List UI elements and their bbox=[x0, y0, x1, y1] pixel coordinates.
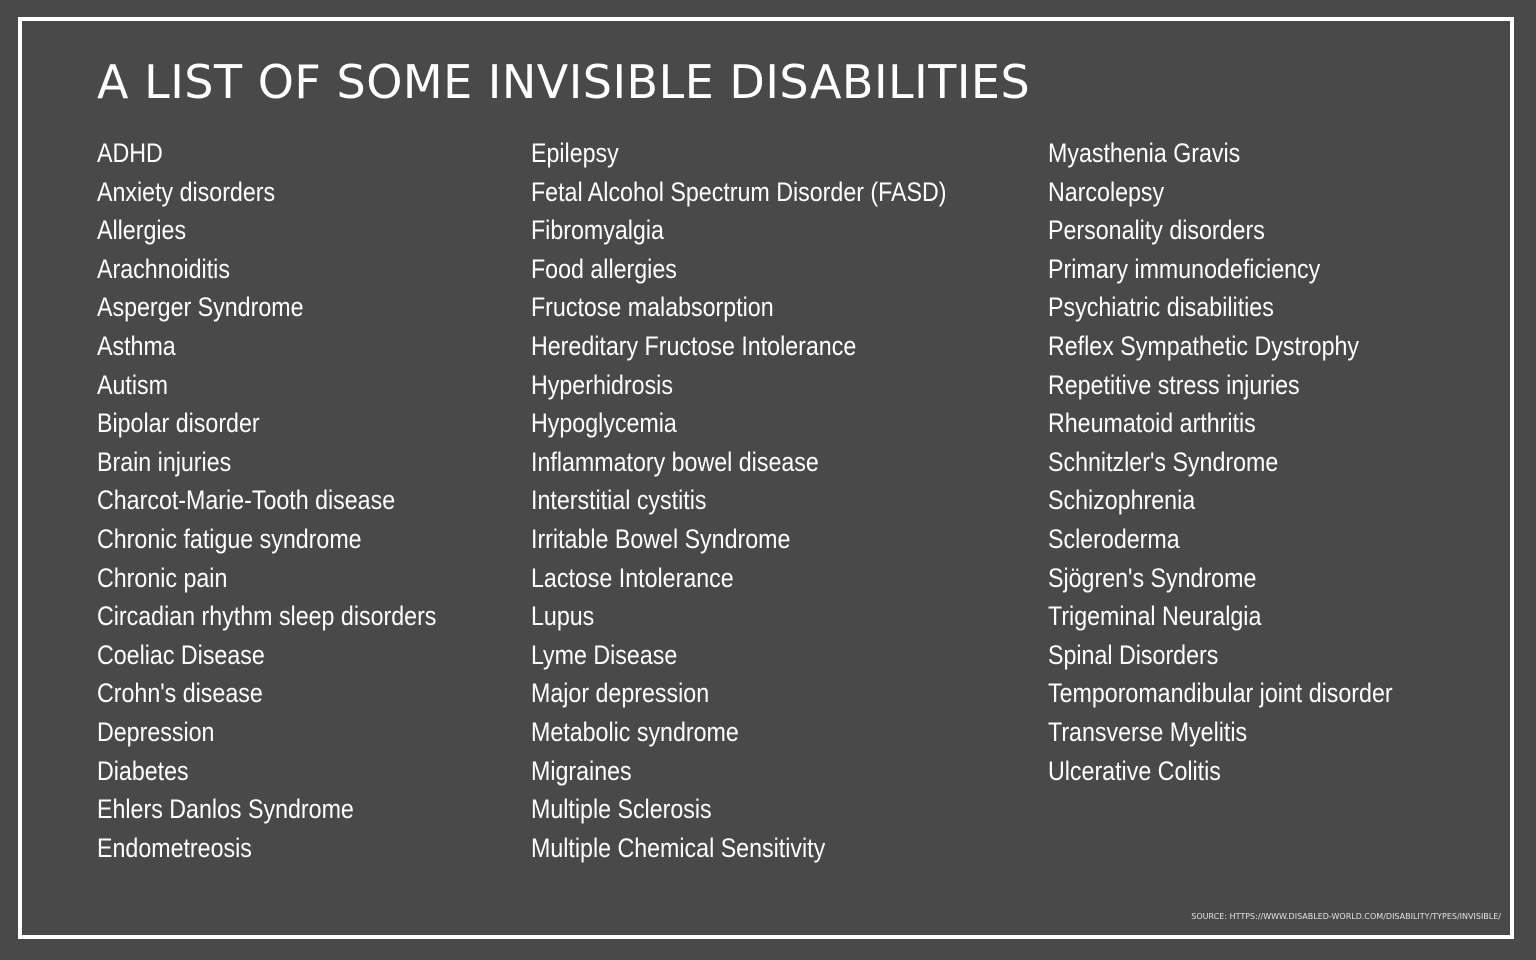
disability-list-item: Hypoglycemia bbox=[531, 408, 677, 439]
disability-list-item: Depression bbox=[97, 716, 215, 747]
disability-list-item: Hereditary Fructose Intolerance bbox=[531, 330, 857, 361]
disability-list-item: Hyperhidrosis bbox=[531, 369, 673, 400]
disability-list-item: Brain injuries bbox=[97, 446, 232, 477]
disability-list-item: Fetal Alcohol Spectrum Disorder (FASD) bbox=[531, 176, 947, 207]
disability-list-item: ADHD bbox=[97, 138, 163, 168]
disability-list-item: Multiple Sclerosis bbox=[531, 794, 712, 825]
disability-list-item: Chronic fatigue syndrome bbox=[97, 523, 362, 554]
disability-list-item: Lactose Intolerance bbox=[531, 562, 734, 593]
disability-list-item: Primary immunodeficiency bbox=[1048, 253, 1321, 284]
disability-list-item: Temporomandibular joint disorder bbox=[1048, 678, 1393, 709]
disability-list-item: Ehlers Danlos Syndrome bbox=[97, 794, 354, 825]
disability-list-item: Asperger Syndrome bbox=[97, 292, 304, 323]
disability-list-item: Repetitive stress injuries bbox=[1048, 369, 1300, 400]
disability-list-item: Fructose malabsorption bbox=[531, 292, 774, 323]
disability-list-item: Crohn's disease bbox=[97, 678, 263, 709]
disability-list-item: Migraines bbox=[531, 755, 632, 786]
disability-list-item: Food allergies bbox=[531, 253, 677, 284]
disability-list-item: Circadian rhythm sleep disorders bbox=[97, 601, 437, 632]
page-title: A LIST OF SOME INVISIBLE DISABILITIES bbox=[97, 55, 1031, 109]
disability-list-item: Trigeminal Neuralgia bbox=[1048, 601, 1262, 632]
disability-list-item: Schnitzler's Syndrome bbox=[1048, 446, 1279, 477]
disability-list-column-1 bbox=[97, 134, 492, 867]
disability-list-item: Charcot-Marie-Tooth disease bbox=[97, 485, 396, 516]
disability-list-item: Multiple Chemical Sensitivity bbox=[531, 832, 826, 863]
disability-list-item: Autism bbox=[97, 369, 168, 400]
disability-list-item: Chronic pain bbox=[97, 562, 228, 593]
disability-list-item: Spinal Disorders bbox=[1048, 639, 1219, 670]
disability-list-item: Ulcerative Colitis bbox=[1048, 755, 1221, 786]
source-citation: SOURCE: HTTPS://WWW.DISABLED-WORLD.COM/DISABILITY/TYPES/INVISIBLE/ bbox=[1191, 912, 1501, 921]
disability-list-item: Fibromyalgia bbox=[531, 215, 664, 246]
disability-list-item: Reflex Sympathetic Dystrophy bbox=[1048, 330, 1360, 361]
disability-list-item: Interstitial cystitis bbox=[531, 485, 707, 516]
disability-list-item: Schizophrenia bbox=[1048, 485, 1196, 516]
disability-list-item: Diabetes bbox=[97, 755, 189, 786]
disability-list-item: Endometreosis bbox=[97, 832, 252, 863]
disability-list-item: Allergies bbox=[97, 215, 187, 246]
disability-list-item: Narcolepsy bbox=[1048, 176, 1165, 207]
disability-list-item: Myasthenia Gravis bbox=[1048, 138, 1241, 168]
disability-list-column-2 bbox=[531, 134, 1014, 867]
disability-list-item: Scleroderma bbox=[1048, 523, 1180, 554]
disability-list-item: Arachnoiditis bbox=[97, 253, 230, 284]
disability-list-item: Coeliac Disease bbox=[97, 639, 265, 670]
disability-list-column-3 bbox=[1048, 134, 1449, 790]
disability-list-item: Epilepsy bbox=[531, 138, 619, 168]
disability-list-item: Metabolic syndrome bbox=[531, 716, 739, 747]
disability-list-item: Transverse Myelitis bbox=[1048, 716, 1248, 747]
disability-list-item: Lupus bbox=[531, 601, 595, 632]
disability-list-item: Anxiety disorders bbox=[97, 176, 276, 207]
disability-list-item: Bipolar disorder bbox=[97, 408, 260, 439]
disability-list-item: Psychiatric disabilities bbox=[1048, 292, 1274, 323]
disability-list-item: Personality disorders bbox=[1048, 215, 1265, 246]
disability-list-item: Asthma bbox=[97, 330, 176, 361]
disability-list-item: Rheumatoid arthritis bbox=[1048, 408, 1256, 439]
disability-list-item: Irritable Bowel Syndrome bbox=[531, 523, 791, 554]
disability-list-item: Major depression bbox=[531, 678, 710, 709]
disability-list-item: Lyme Disease bbox=[531, 639, 678, 670]
disability-list-item: Inflammatory bowel disease bbox=[531, 446, 819, 477]
disability-list-item: Sjögren's Syndrome bbox=[1048, 562, 1257, 593]
